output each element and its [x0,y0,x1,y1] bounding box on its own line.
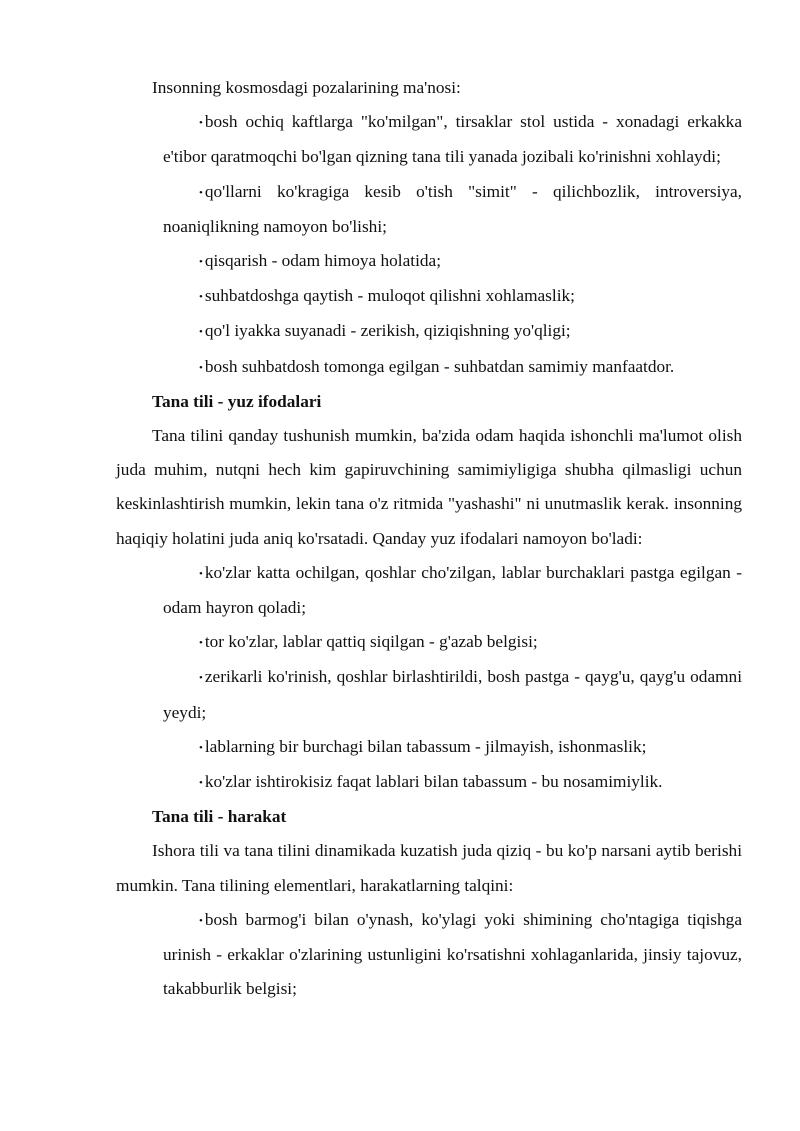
bullet-icon: • [199,291,203,304]
bullet-icon: • [199,361,203,374]
bullet-icon: • [199,741,203,754]
list-item: • ko'zlar katta ochilgan, qoshlar cho'zilgan, lablar burchaklari pastga egilgan - odam hayron qoladi; [163,556,742,625]
bullet-icon: • [199,256,203,269]
section3-bullet-list [116,903,742,1007]
section1-bullet-list [116,105,742,385]
bullet-icon: • [199,672,203,685]
bullet-icon: • [199,186,203,199]
bullet-icon: • [199,326,203,339]
section2-bullet-list [116,556,742,800]
list-item: • bosh ochiq kaftlarga "ko'milgan", tirsaklar stol ustida - xonadagi erkakka e'tibor qaratmoqchi bo'lgan qizning tana tili yanada jozibali ko'rinishni xohlaydi; [163,105,742,174]
bullet-icon: • [199,637,203,650]
list-item: • lablarning bir burchagi bilan tabassum - jilmayish, ishonmaslik; [163,730,742,765]
bullet-icon: • [199,777,203,790]
section3-paragraph: Ishora tili va tana tilini dinamikada kuzatish juda qiziq - bu ko'p narsani aytib berishi mumkin. Tana tilining elementlari, harakatlarning talqini: [116,841,742,895]
bullet-icon: • [199,914,203,927]
section1-intro: Insonning kosmosdagi pozalarining ma'nosi: [152,78,461,97]
list-item: • qo'l iyakka suyanadi - zerikish, qiziqishning yo'qligi; [163,314,742,349]
list-item: • suhbatdoshga qaytish - muloqot qilishni xohlamaslik; [163,279,742,314]
list-item: • qo'llarni ko'kragiga kesib o'tish "simit" - qilichbozlik, introversiya, noaniqlikning namoyon bo'lishi; [163,175,742,244]
document-page [116,71,742,1006]
bullet-icon: • [199,117,203,130]
bullet-icon: • [199,567,203,580]
section3-heading: Tana tili - harakat [152,807,287,827]
section2-heading: Tana tili - yuz ifodalari [152,391,322,411]
list-item: • bosh suhbatdosh tomonga egilgan - suhbatdan samimiy manfaatdor. [163,350,742,385]
section2-paragraph: Tana tilini qanday tushunish mumkin, ba'zida odam haqida ishonchli ma'lumot olish juda muhim, nutqni hech kim gapiruvchining samimiyligiga shubha qilmasligi uchun keskinlashtirish mumkin, lekin tana o'z ritmida "yashashi" ni unutmaslik kerak. insonning haqiqiy holatini juda aniq ko'rsatadi. Qanday yuz ifodalari namoyon bo'ladi: [116,426,742,548]
list-item: • tor ko'zlar, lablar qattiq siqilgan - g'azab belgisi; [163,625,742,660]
list-item: • ko'zlar ishtirokisiz faqat lablari bilan tabassum - bu nosamimiylik. [163,765,742,800]
list-item: • zerikarli ko'rinish, qoshlar birlashtirildi, bosh pastga - qayg'u, qayg'u odamni yeydi; [163,660,742,729]
list-item: • qisqarish - odam himoya holatida; [163,244,742,279]
list-item: • bosh barmog'i bilan o'ynash, ko'ylagi yoki shimining cho'ntagiga tiqishga urinish - erkaklar o'zlarining ustunligini ko'rsatishni xohlaganlarida, jinsiy tajovuz, takabburlik belgisi; [163,903,742,1007]
